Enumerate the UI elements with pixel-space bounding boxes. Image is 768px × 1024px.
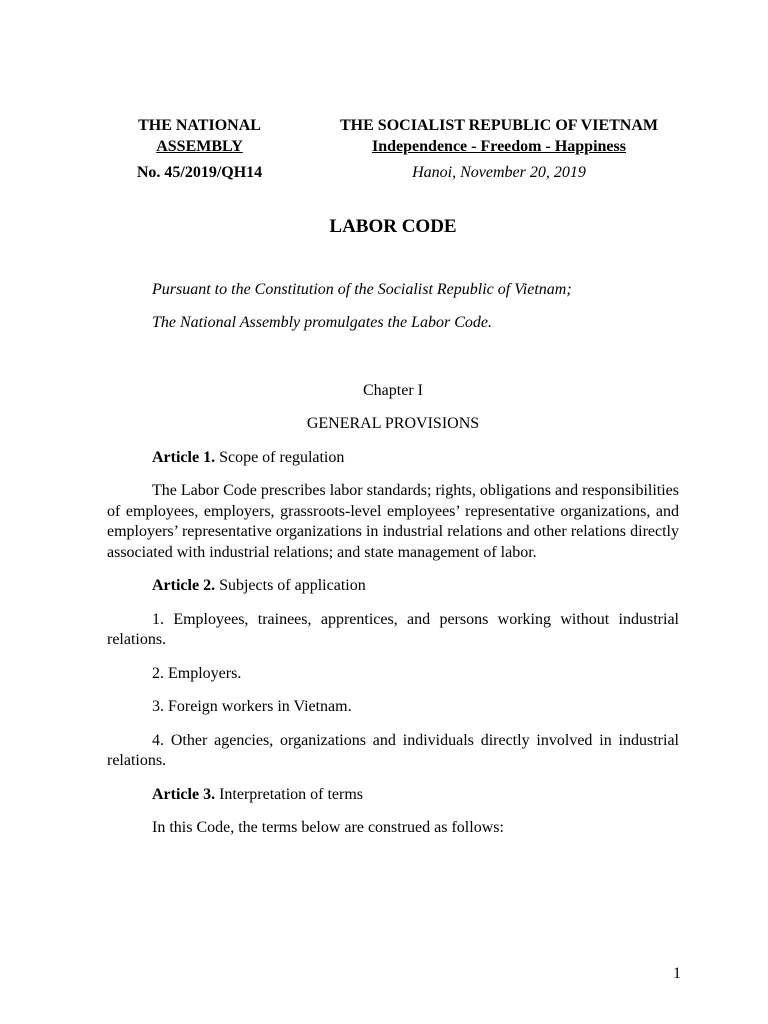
page-number: 1 — [673, 965, 681, 982]
country-name: THE SOCIALIST REPUBLIC OF VIETNAM — [340, 117, 658, 134]
article-1-title: Scope of regulation — [215, 448, 345, 466]
article-3-label: Article 3. — [152, 785, 216, 803]
document-header — [107, 116, 679, 157]
chapter-name: GENERAL PROVISIONS — [306, 415, 480, 432]
issuer-block — [107, 116, 292, 157]
national-motto: Independence - Freedom - Happiness — [372, 137, 626, 155]
article-2-item-1: 1. Employees, trainees, apprentices, and persons working without industrial relations. — [107, 610, 679, 648]
article-2-heading — [107, 576, 679, 597]
document-page — [107, 116, 679, 839]
article-2-title: Subjects of application — [215, 577, 366, 594]
chapter-number: Chapter I — [363, 381, 423, 399]
preamble-constitution: Pursuant to the Constitution of the Socialist Republic of Vietnam; — [152, 280, 572, 298]
article-1-body: The Labor Code prescribes labor standards; rights, obligations and responsibilities of employees, employers, grassroots-level employees’ representative organizations, and employers’ representative organizations in industrial relations and other relations directly associated with industrial relations; and state management of labor. — [107, 482, 679, 561]
place-date: Hanoi, November 20, 2019 — [412, 164, 586, 181]
article-2-label: Article 2. — [152, 577, 216, 594]
document-title: LABOR CODE — [329, 215, 457, 237]
article-3-intro: In this Code, the terms below are construed as follows: — [152, 819, 504, 836]
article-1-heading — [107, 448, 679, 469]
article-3-heading — [107, 785, 679, 806]
issuer-line-1: THE NATIONAL — [138, 117, 261, 134]
article-2-item-2: 2. Employers. — [152, 664, 242, 682]
article-2-item-4: 4. Other agencies, organizations and individuals directly involved in industrial relations. — [107, 731, 679, 769]
country-block — [319, 116, 679, 157]
article-2-item-3: 3. Foreign workers in Vietnam. — [152, 698, 352, 715]
issuer-line-2: ASSEMBLY — [156, 137, 243, 155]
header-row-2 — [107, 163, 679, 184]
document-number: No. 45/2019/QH14 — [136, 164, 263, 181]
preamble-promulgation: The National Assembly promulgates the Labor Code. — [152, 314, 492, 331]
article-1-label: Article 1. — [152, 448, 216, 466]
article-3-title: Interpretation of terms — [215, 785, 364, 803]
